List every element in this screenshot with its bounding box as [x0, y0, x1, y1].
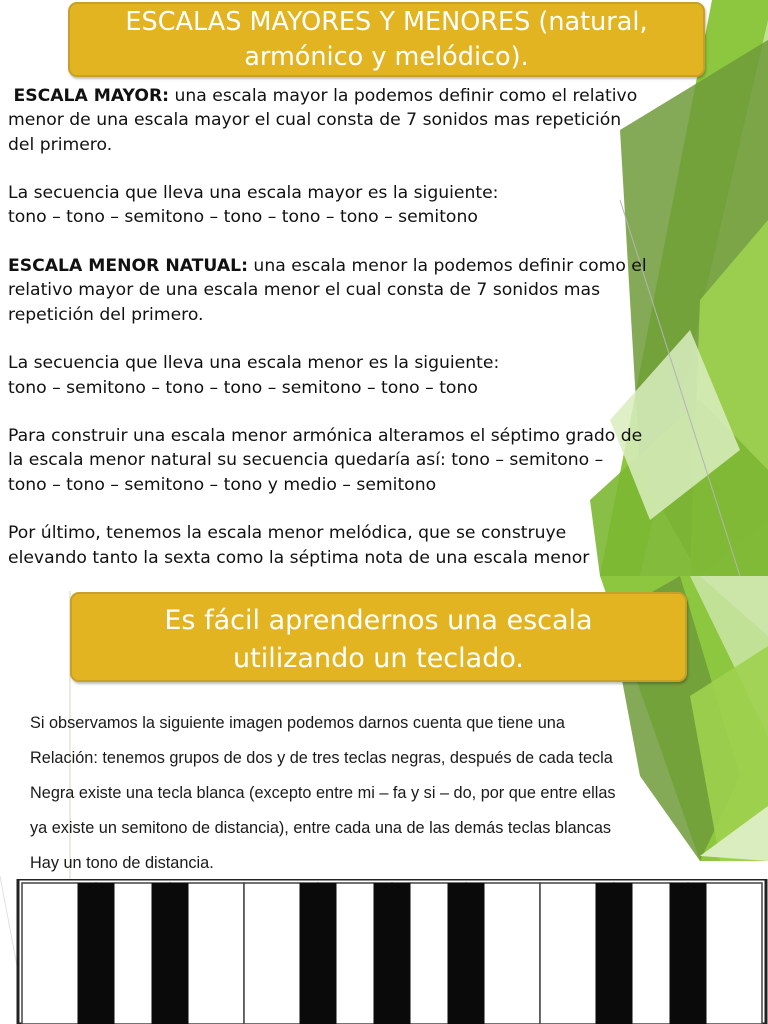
body-line: ya existe un semitono de distancia), entre cada una de las demás teclas blancas [30, 819, 612, 837]
slide-body [8, 84, 768, 576]
line: Para construir una escala menor armónica alteramos el séptimo grado de [8, 426, 643, 447]
title-line-1: Es fácil aprendernos una escala [164, 605, 593, 636]
line [8, 84, 768, 108]
paragraph-escala-mayor [8, 84, 768, 157]
black-key [596, 883, 633, 1024]
piano-keyboard-image [8, 879, 768, 1024]
line: relativo mayor de una escala menor el cual consta de 7 sonidos mas [8, 280, 601, 301]
body-line: Si observamos la siguiente imagen podemos darnos cuenta que tiene una [30, 714, 565, 732]
black-key [152, 883, 189, 1024]
sequence-major: tono – tono – semitono – tono – tono – tono – semitono [8, 207, 478, 228]
line [8, 254, 768, 278]
black-key [78, 883, 115, 1024]
slide-title [68, 2, 705, 77]
line: Por último, tenemos la escala menor melódica, que se construye [8, 523, 567, 544]
line: elevando tanto la sexta como la séptima nota de una escala menor [8, 547, 590, 568]
line: menor de una escala mayor el cual consta de 7 sonidos mas repetición [8, 110, 622, 131]
slide-title [70, 592, 687, 682]
black-key [300, 883, 337, 1024]
paragraph-armonica [8, 424, 768, 497]
line: La secuencia que lleva una escala mayor es la siguiente: [8, 183, 499, 204]
title-line-2: utilizando un teclado. [233, 643, 524, 674]
text: una escala mayor la podemos definir como el relativo [169, 86, 638, 106]
paragraph-melodica [8, 521, 768, 570]
term-escala-menor: ESCALA MENOR NATUAL: [8, 256, 248, 277]
title-line-1: ESCALAS MAYORES Y MENORES (natural, [125, 7, 648, 37]
slide-teclado [0, 576, 768, 1024]
term-escala-mayor: ESCALA MAYOR: [13, 86, 170, 106]
line: repetición del primero. [8, 304, 204, 325]
line: La secuencia que lleva una escala menor es la siguiente: [8, 353, 500, 374]
body-line: Negra existe una tecla blanca (excepto entre mi – fa y si – do, por que entre ellas [30, 784, 616, 802]
line: tono – tono – semitono – tono y medio – semitono [8, 474, 437, 495]
body-line: Hay un tono de distancia. [30, 854, 214, 872]
paragraph-secuencia-mayor [8, 181, 768, 230]
sequence-minor: tono – semitono – tono – tono – semitono – tono – tono [8, 377, 478, 398]
black-key [448, 883, 485, 1024]
text: una escala menor la podemos definir como el [247, 256, 647, 277]
black-key [374, 883, 411, 1024]
slide-body [30, 706, 616, 881]
body-line: Relación: tenemos grupos de dos y de tres teclas negras, después de cada tecla [30, 749, 613, 767]
line: la escala menor natural su secuencia quedaría así: tono – semitono – [8, 450, 604, 471]
paragraph-escala-menor [8, 254, 768, 327]
title-line-2: armónico y melódico). [244, 42, 529, 72]
paragraph-secuencia-menor [8, 351, 768, 400]
line: del primero. [8, 134, 113, 155]
black-key [670, 883, 707, 1024]
